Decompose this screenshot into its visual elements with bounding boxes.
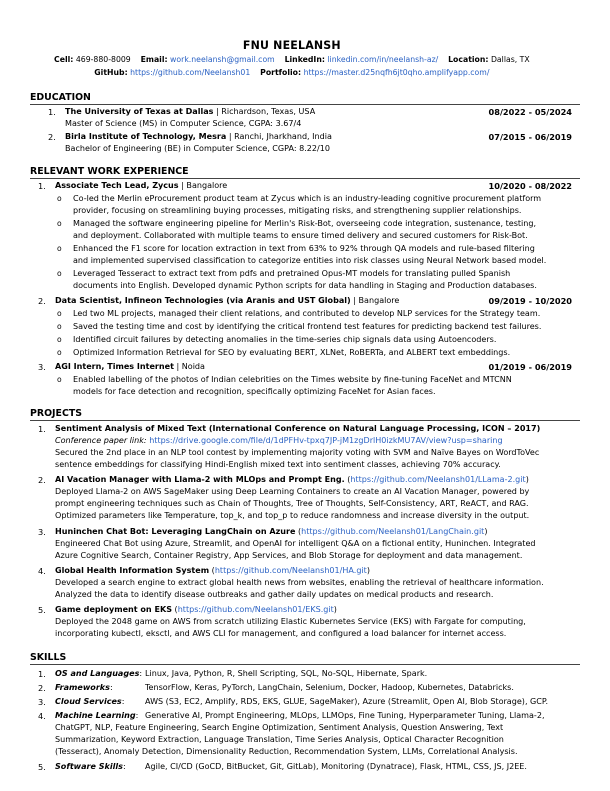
location-label: Location:: [448, 54, 489, 64]
job-3-title: [55, 362, 205, 371]
edu-2-school-name: Birla Institute of Technology, Mesra: [65, 132, 227, 141]
skills-divider: [30, 664, 580, 665]
bullet-icon: o: [57, 269, 62, 278]
project-4-title: Global Health Information System: [55, 566, 210, 575]
job-3-role: AGI Intern, Times Internet: [55, 362, 174, 371]
project-1-line-2: sentence embeddings for classifying Hindi-English mixed text into sentiment classes, achieving 70% accuracy.: [55, 460, 501, 469]
project-5-line-1: Deployed the 2048 game on AWS from scratch utilizing Elastic Kubernetes Service (EKS) with Fargate for computing,: [55, 617, 526, 626]
project-2-line-1: Deployed Llama-2 on AWS SageMaker using Deep Learning Containers to create an AI Vacation Manager, powered by: [55, 487, 530, 496]
project-5-title: Game deployment on EKS: [55, 605, 172, 614]
contact-line-1: [0, 54, 584, 64]
project-5-link[interactable]: https://github.com/Neelansh01/EKS.git: [177, 605, 334, 614]
project-2-line-2: prompt engineering techniques such as Chain of Thoughts, Tree of Thoughts, Self-Consistency, ART, ReACT, and RAG.: [55, 499, 529, 508]
edu-2-number: 2.: [48, 132, 56, 142]
education-divider: [30, 104, 580, 105]
portfolio-link[interactable]: https://master.d25nqfh6jt0qho.amplifyapp.com/: [303, 67, 490, 77]
job-2-bullet-3: Identified circuit failures by detecting anomalies in the time-series chip signals data using Autoencoders.: [73, 335, 497, 344]
edu-2-school: [65, 132, 332, 141]
skill-4-line-3: Summarization, Keyword Extraction, Language Translation, Time Series Analysis, Optical Character Recognition: [55, 735, 504, 744]
linkedin-link[interactable]: linkedin.com/in/neelansh-az/: [327, 54, 439, 64]
bullet-icon: o: [57, 194, 62, 203]
job-2-role: Data Scientist, Infineon Technologies (via Aranis and UST Global): [55, 296, 351, 305]
skills-heading: SKILLS: [30, 652, 67, 663]
edu-2-dates: 07/2015 - 06/2019: [488, 132, 572, 142]
project-1-number: 1.: [38, 424, 46, 434]
project-3-link[interactable]: https://github.com/Neelansh01/LangChain.git: [301, 527, 485, 536]
skill-3-number: 3.: [38, 697, 46, 707]
job-3-bullet-1-line-1: Enabled labelling of the photos of Indian celebrities on the Times website by fine-tuning FaceNet and MTCNN: [73, 375, 512, 384]
skill-5-number: 5.: [38, 762, 46, 772]
job-1-number: 1.: [38, 181, 46, 191]
email-link[interactable]: work.neelansh@gmail.com: [170, 54, 275, 64]
contact-line-2: [0, 67, 584, 77]
edu-1-school: [65, 107, 315, 116]
job-2-number: 2.: [38, 296, 46, 306]
skill-4-line-4: (Tesseract), Anomaly Detection, Dimensionality Reduction, Recommendation System, LLMs, Correlational Analysis.: [55, 747, 518, 756]
projects-heading: PROJECTS: [30, 408, 82, 419]
bullet-icon: o: [57, 219, 62, 228]
skill-4-line-2: ChatGPT, NLP, Feature Engineering, Search Engine Optimization, Sentiment Analysis, Question Answering, Text: [55, 723, 504, 732]
edu-1-school-name: The University of Texas at Dallas: [65, 107, 214, 116]
education-heading: EDUCATION: [30, 92, 91, 103]
project-4-link[interactable]: https://github.com/Neelansh01/HA.git: [214, 566, 367, 575]
job-2-bullet-4: Optimized Information Retrieval for SEO by evaluating BERT, XLNet, RoBERTa, and ALBERT text embeddings.: [73, 348, 511, 357]
job-1-bullet-4-line-1: Leveraged Tesseract to extract text from pdfs and pretrained Opus-MT models for translating pulled Spanish: [73, 269, 511, 278]
skill-1-value: Linux, Java, Python, R, Shell Scripting, SQL, No-SQL, Hibernate, Spark.: [145, 669, 428, 678]
project-4-line-1: Developed a search engine to extract global health news from websites, enabling the retrieval of healthcare information.: [55, 578, 544, 587]
job-2-bullet-1: Led two ML projects, managed their client relations, and contributed to develop NLP services for the Strategy team.: [73, 309, 541, 318]
skill-5-label: Software Skills:: [55, 762, 126, 771]
cell-label: Cell:: [54, 54, 74, 64]
project-1-paper-label: Conference paper link: [55, 436, 144, 445]
job-1-bullet-2-line-1: Managed the software engineering pipeline for Merlin's Risk-Bot, overseeing code integration, sustenance, testing,: [73, 219, 537, 228]
job-3-bullet-1-line-2: models for face detection and recognition, specifically optimizing FaceNet for Asian faces.: [73, 387, 436, 396]
job-1-bullet-1-line-1: Co-led the Merlin eProcurement product team at Zycus which is an industry-leading cognitive procurement platform: [73, 194, 542, 203]
location-value: Dallas, TX: [490, 54, 530, 64]
job-3-dates: 01/2019 - 06/2019: [488, 362, 572, 372]
project-1-title: Sentiment Analysis of Mixed Text (International Conference on Natural Language Processing, ICON – 2017): [55, 424, 541, 433]
job-2-bullet-2: Saved the testing time and cost by identifying the critical frontend test features for predicting backend test failures.: [73, 322, 542, 331]
experience-heading: RELEVANT WORK EXPERIENCE: [30, 166, 189, 177]
edu-1-place: | Richardson, Texas, USA: [213, 107, 316, 116]
edu-2-place: | Ranchi, Jharkhand, India: [226, 132, 332, 141]
email-label: Email:: [140, 54, 168, 64]
job-1-dates: 10/2020 - 08/2022: [488, 181, 572, 191]
skill-5-value: Agile, CI/CD (GoCD, BitBucket, Git, GitLab), Monitoring (Dynatrace), Flask, HTML, CSS, JS, J2EE.: [145, 762, 527, 771]
experience-divider: [30, 178, 580, 179]
project-5-title-line: Game deployment on EKS (https://github.com/Neelansh01/EKS.git): [55, 605, 337, 614]
bullet-icon: o: [57, 322, 62, 331]
job-1-bullet-3-line-2: and implemented supervised classification to categorize entities into risk classes using Neural Network based model.: [73, 256, 547, 265]
job-1-bullet-1-line-2: provider, focusing on streamlining buying processes, mitigating risks, and strengthening supplier relationships.: [73, 206, 522, 215]
job-1-bullet-2-line-2: and deployment. Collaborated with multiple teams to ensure timed delivery and secured customers for Risk-Bot.: [73, 231, 528, 240]
bullet-icon: o: [57, 375, 62, 384]
cell-value: 469-880-8009: [75, 54, 131, 64]
job-3-place: | Noida: [173, 362, 205, 371]
job-1-bullet-3-line-1: Enhanced the F1 score for location extraction in text from 63% to 92% through QA models and rule-based filtering: [73, 244, 535, 253]
job-3-number: 3.: [38, 362, 46, 372]
edu-1-detail: Master of Science (MS) in Computer Science, CGPA: 3.67/4: [65, 119, 302, 128]
github-link[interactable]: https://github.com/Neelansh01: [130, 67, 251, 77]
project-1-paper-line: Conference paper link: https://drive.google.com/file/d/1dPFHv-tpxq7JP-jM1zgDrlH0izkMU7AV/view?usp=sharing: [55, 436, 503, 445]
bullet-icon: o: [57, 348, 62, 357]
project-4-number: 4.: [38, 566, 46, 576]
portfolio-label: Portfolio:: [260, 67, 302, 77]
project-3-title: Huninchen Chat Bot: Leveraging LangChain on Azure: [55, 527, 296, 536]
skill-1-label: OS and Languages:: [55, 669, 143, 678]
skill-4-number: 4.: [38, 711, 46, 721]
bullet-icon: o: [57, 244, 62, 253]
job-1-place: | Bangalore: [178, 181, 228, 190]
skill-4-line-1: Generative AI, Prompt Engineering, MLOps, LLMOps, Fine Tuning, Hyperparameter Tuning, Llama-2,: [145, 711, 545, 720]
job-1-bullet-4-line-2: documents into English. Developed dynamic Python scripts for data handling in Staging and Production databases.: [73, 281, 537, 290]
project-1-paper-link[interactable]: https://drive.google.com/file/d/1dPFHv-tpxq7JP-jM1zgDrlH0izkMU7AV/view?usp=sharing: [149, 436, 503, 445]
edu-1-number: 1.: [48, 107, 56, 117]
job-2-title: [55, 296, 399, 305]
project-2-number: 2.: [38, 475, 46, 485]
github-label: GitHub:: [94, 67, 128, 77]
project-1-line-1: Secured the 2nd place in an NLP tool contest by implementing majority voting with SVM and Naïve Bayes on WordToVec: [55, 448, 540, 457]
edu-1-dates: 08/2022 - 05/2024: [488, 107, 572, 117]
project-2-line-3: Optimized parameters like Temperature, top_k, and top_p to reduce randomness and increase diversity in the output.: [55, 511, 530, 520]
project-5-line-2: incorporating kubectl, eksctl, and AWS CLI for management, and configured a load balancer for internet access.: [55, 629, 507, 638]
project-2-link[interactable]: https://github.com/Neelansh01/LLama-2.git: [350, 475, 526, 484]
skill-2-label: Frameworks:: [55, 683, 113, 692]
project-2-title-line: AI Vacation Manager with Llama-2 with MLOps and Prompt Eng. (https://github.com/Neelansh01/LLama-2.git): [55, 475, 529, 484]
linkedin-label: LinkedIn:: [284, 54, 325, 64]
project-3-line-2: Azure Cognitive Search, Container Registry, App Services, and Blob Storage for deployment and data management.: [55, 551, 523, 560]
skill-3-value: AWS (S3, EC2, Amplify, RDS, EKS, GLUE, SageMaker), Azure (Streamlit, Open AI, Blob Storage), GCP.: [145, 697, 549, 706]
job-2-dates: 09/2019 - 10/2020: [488, 296, 572, 306]
project-2-title: AI Vacation Manager with Llama-2 with MLOps and Prompt Eng.: [55, 475, 345, 484]
skill-2-value: TensorFlow, Keras, PyTorch, LangChain, Selenium, Docker, Hadoop, Kubernetes, Databricks.: [145, 683, 514, 692]
project-4-title-line: Global Health Information System (https://github.com/Neelansh01/HA.git): [55, 566, 370, 575]
bullet-icon: o: [57, 335, 62, 344]
job-2-place: | Bangalore: [350, 296, 400, 305]
project-4-line-2: Analyzed the data to identify disease outbreaks and gather daily updates on medical products and research.: [55, 590, 494, 599]
project-3-title-line: Huninchen Chat Bot: Leveraging LangChain on Azure (https://github.com/Neelansh01/LangChain.git): [55, 527, 488, 536]
project-3-line-1: Engineered Chat Bot using Azure, Streamlit, and OpenAI for intelligent Q&A on a fictional entity, Huninchen. Integrated: [55, 539, 536, 548]
projects-divider: [30, 420, 580, 421]
project-5-number: 5.: [38, 605, 46, 615]
edu-2-detail: Bachelor of Engineering (BE) in Computer Science, CGPA: 8.22/10: [65, 144, 331, 153]
project-3-number: 3.: [38, 527, 46, 537]
skill-3-label: Cloud Services:: [55, 697, 125, 706]
candidate-name: FNU NEELANSH: [242, 38, 341, 52]
skill-2-number: 2.: [38, 683, 46, 693]
job-1-role: Associate Tech Lead, Zycus: [55, 181, 179, 190]
skill-1-number: 1.: [38, 669, 46, 679]
skill-4-label: Machine Learning:: [55, 711, 139, 720]
job-1-title: [55, 181, 227, 190]
bullet-icon: o: [57, 309, 62, 318]
